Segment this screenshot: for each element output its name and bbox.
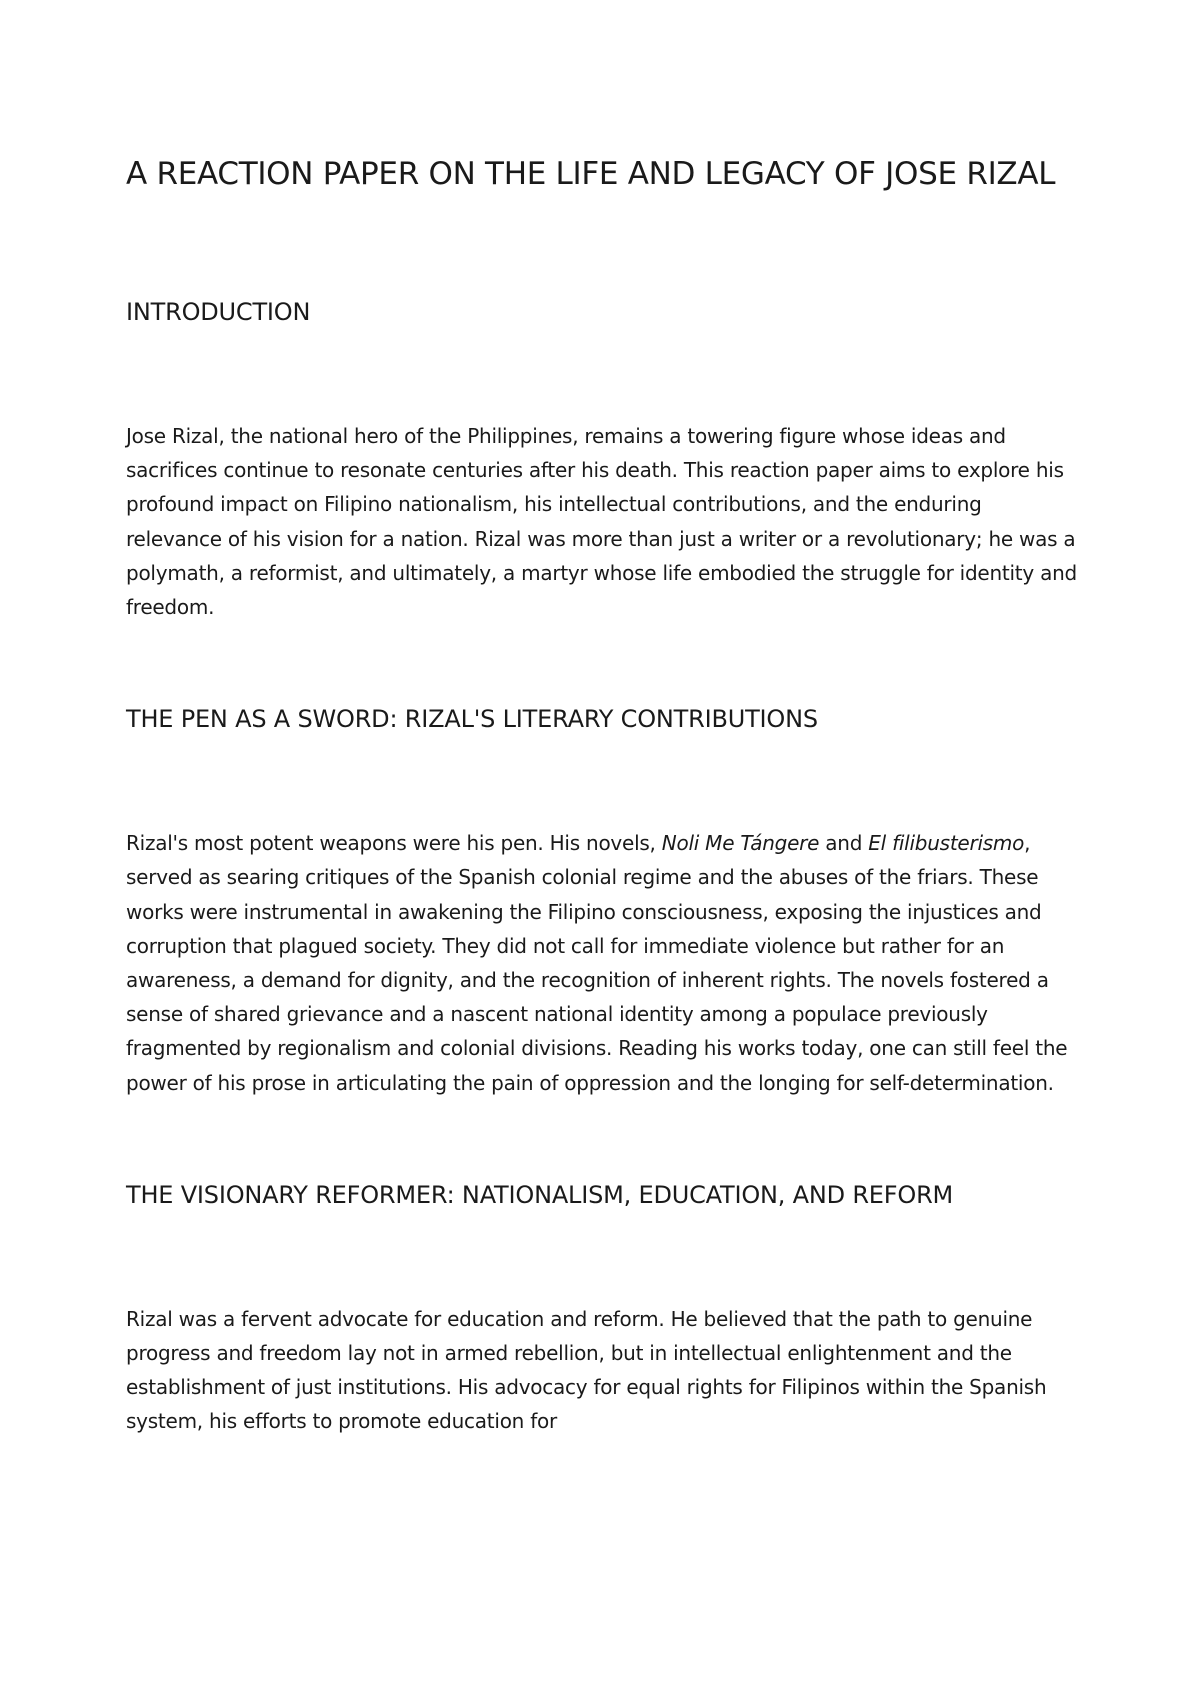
novel-title-noli: Noli Me Tángere xyxy=(661,831,820,856)
novel-title-filibusterismo: El filibusterismo xyxy=(868,831,1025,856)
paragraph-introduction: Jose Rizal, the national hero of the Philippines, remains a towering figure whose ideas and sacrifices continue to resonate centuries after his death. This reaction paper aims to explore his profound impact on Filipino nationalism, his intellectual contributions, and the enduring relevance of his vision for a nation. Rizal was more than just a writer or a revolutionary; he was a polymath, a reformist, and ultimately, a martyr whose life embodied the struggle for identity and freedom. xyxy=(126,424,1077,620)
paragraph-text-part: and xyxy=(819,831,869,856)
section-heading-literary-contributions: THE PEN AS A SWORD: RIZAL'S LITERARY CONTRIBUTIONS xyxy=(126,705,818,734)
paragraph-text-part: Rizal's most potent weapons were his pen. His novels, xyxy=(126,831,662,856)
section-heading-introduction: INTRODUCTION xyxy=(126,298,311,326)
section-introduction xyxy=(126,295,1080,624)
paragraph-visionary-reformer: Rizal was a fervent advocate for education and reform. He believed that the path to genuine progress and freedom lay not in armed rebellion, but in intellectual enlightenment and the establishment of just institutions. His advocacy for equal rights for Filipinos within the Spanish system, his efforts to promote education for xyxy=(126,1306,1047,1434)
paragraph-literary-contributions xyxy=(126,826,1080,1100)
section-literary-contributions xyxy=(126,702,1080,1100)
section-visionary-reformer xyxy=(126,1178,1080,1439)
document-title: A REACTION PAPER ON THE LIFE AND LEGACY OF JOSE RIZAL xyxy=(126,156,1056,192)
section-heading-visionary-reformer: THE VISIONARY REFORMER: NATIONALISM, EDUCATION, AND REFORM xyxy=(126,1180,954,1209)
paragraph-text-part: , served as searing critiques of the Spanish colonial regime and the abuses of the friars. These works were instrumental in awakening the Filipino consciousness, exposing the injustices and corruption that plagued society. They did not call for immediate violence but rather for an awareness, a demand for dignity, and the recognition of inherent rights. The novels fostered a sense of shared grievance and a nascent national identity among a populace previously fragmented by regionalism and colonial divisions. Reading his works today, one can still feel the power of his prose in articulating the pain of oppression and the longing for self-determination. xyxy=(126,831,1068,1095)
